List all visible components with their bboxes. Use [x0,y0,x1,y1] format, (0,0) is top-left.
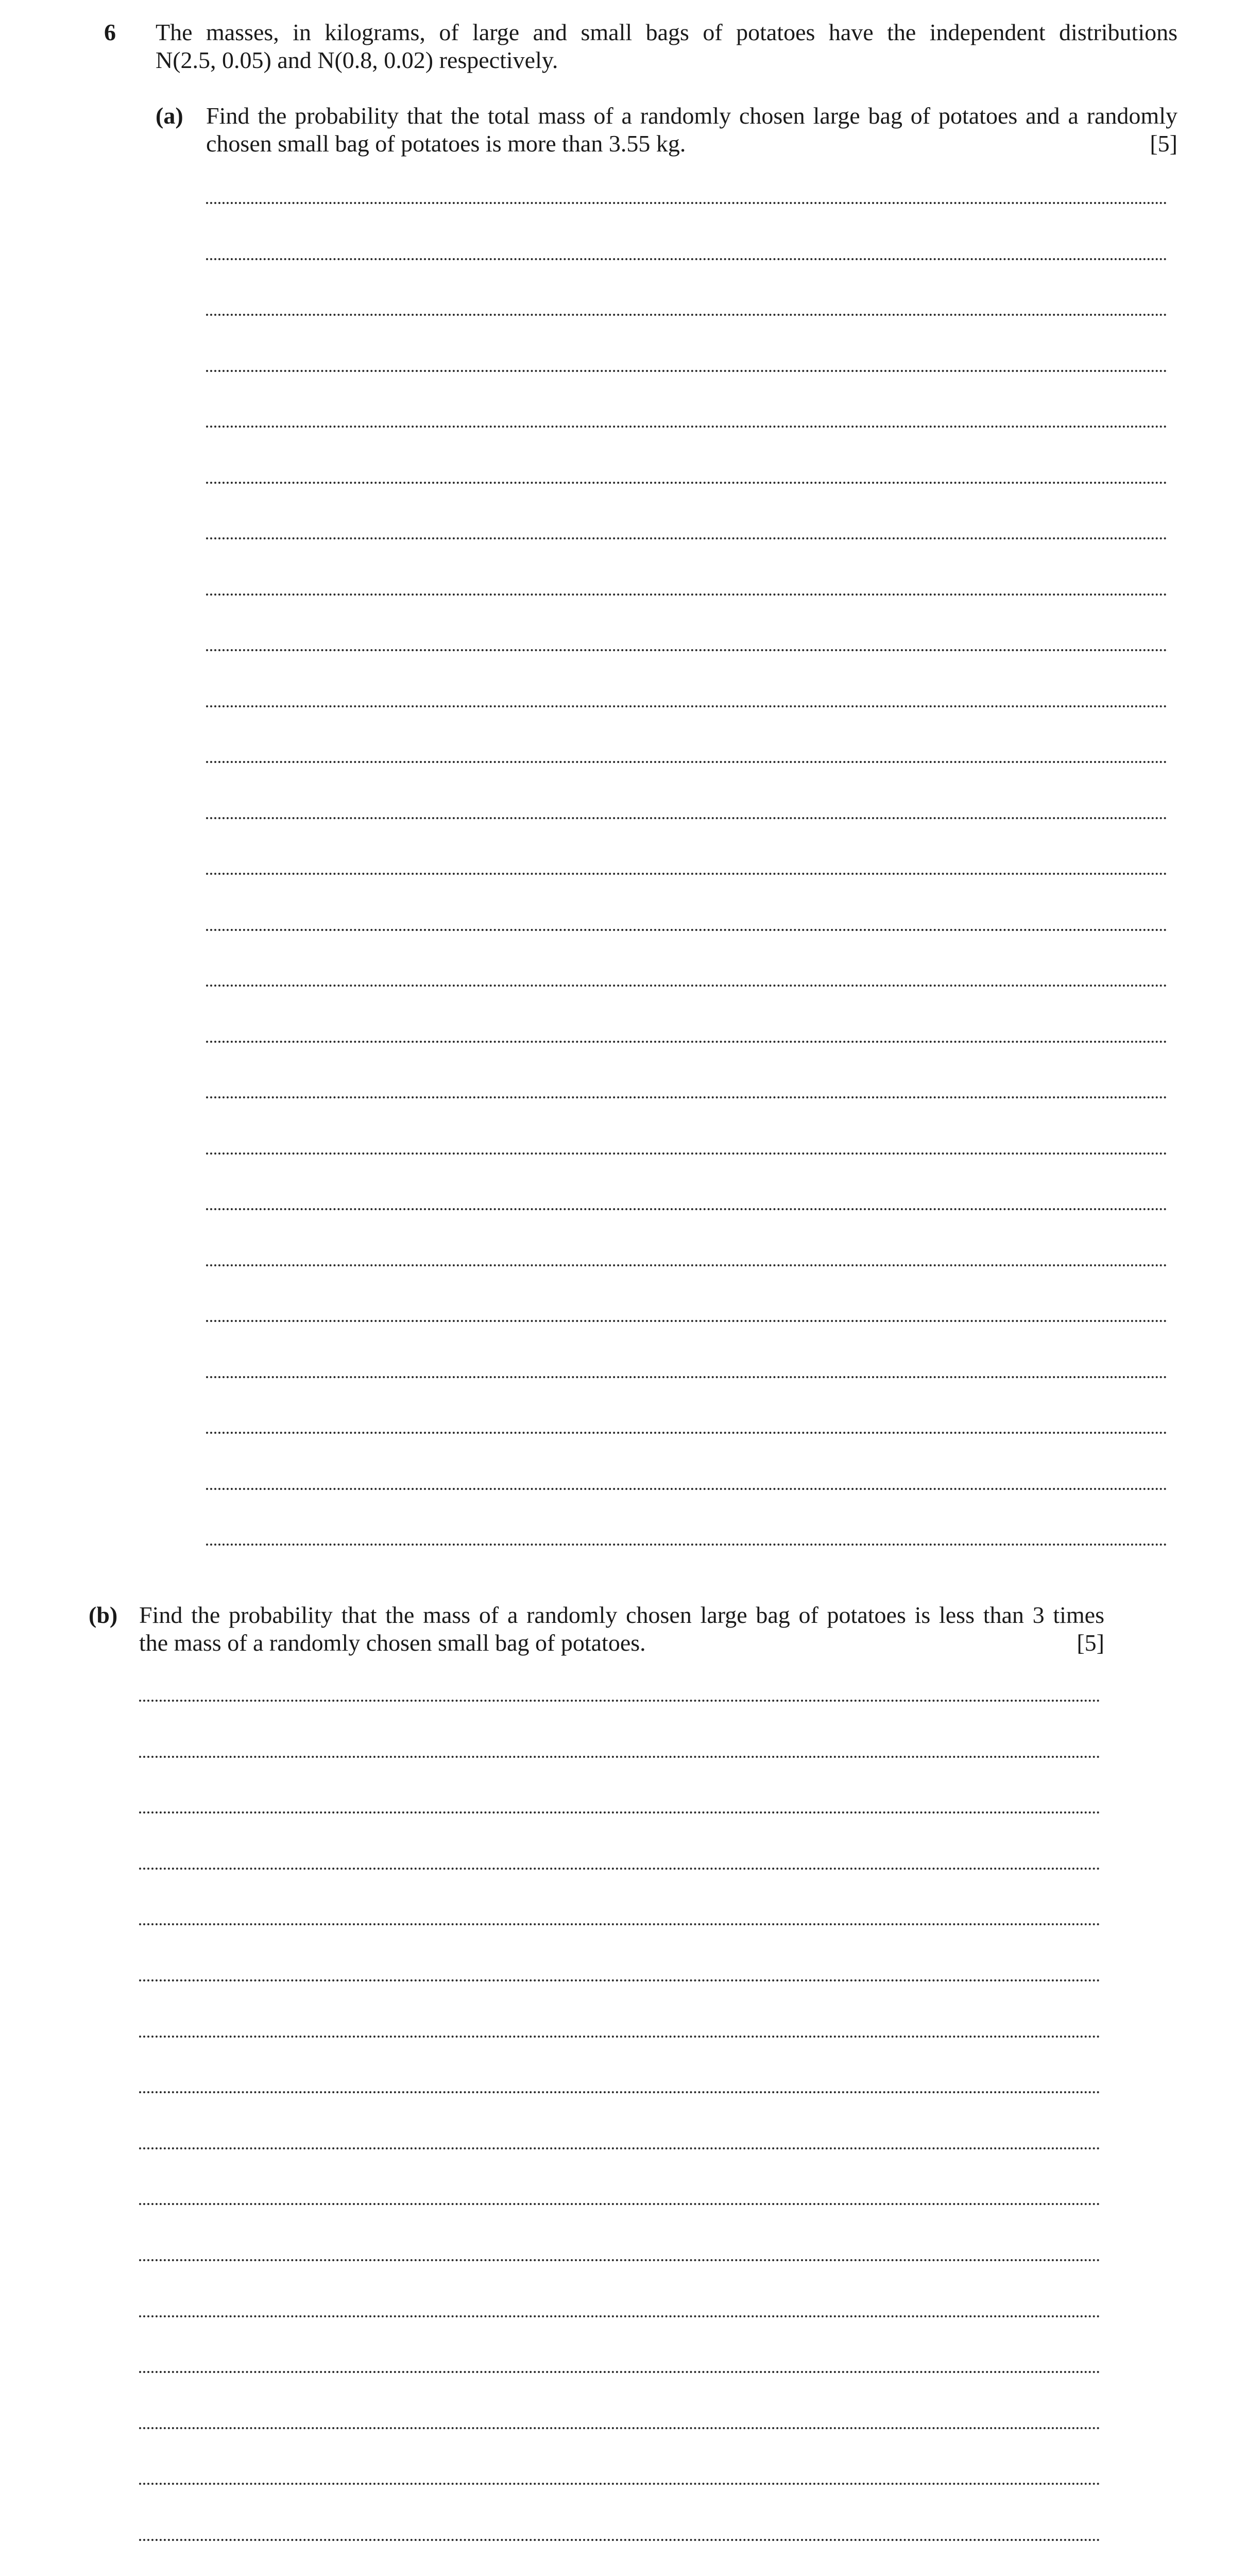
part-a-answer-line[interactable] [206,1432,1167,1434]
part-a-answer-line[interactable] [206,1041,1167,1043]
part-a-answer-line[interactable] [206,1153,1167,1155]
part-b-answer-line[interactable] [139,1756,1100,1758]
question-number: 6 [104,19,116,45]
part-a-marks: [5] [1150,130,1177,157]
part-a-text-line2 [206,130,1177,158]
part-b-text [139,1601,1104,1657]
part-b-label: (b) [89,1602,118,1628]
part-a-answer-line[interactable] [206,1096,1167,1098]
question-stem-line2: N(2.5, 0.05) and N(0.8, 0.02) respectively. [156,47,558,73]
part-a-answer-line[interactable] [206,873,1167,875]
part-a-answer-line[interactable] [206,314,1167,316]
part-a-answer-line[interactable] [206,761,1167,763]
part-a-answer-line[interactable] [206,1376,1167,1378]
part-b-answer-line[interactable] [139,1923,1100,1925]
part-a-answer-line[interactable] [206,929,1167,931]
part-a-answer-line[interactable] [206,649,1167,651]
part-a-label: (a) [156,103,183,129]
part-a-answer-line[interactable] [206,202,1167,204]
part-b-answer-line[interactable] [139,2091,1100,2093]
part-b-marks: [5] [1077,1630,1104,1656]
part-b-answer-line[interactable] [139,2427,1100,2429]
part-a-answer-line[interactable] [206,985,1167,987]
part-a-answer-line[interactable] [206,537,1167,539]
part-a-answer-line[interactable] [206,1544,1167,1546]
part-b-answer-line[interactable] [139,1979,1100,1981]
part-b-answer-line[interactable] [139,2371,1100,2373]
part-a-answer-line[interactable] [206,370,1167,372]
part-a-answer-line[interactable] [206,1264,1167,1266]
part-b-text-line1: Find the probability that the mass of a randomly chosen large bag of potatoes is less than 3 times [139,1602,1104,1628]
part-a-text-line1: Find the probability that the total mass of a randomly chosen large bag of potatoes and a randomly [206,103,1177,129]
part-b-text-line2-content: the mass of a randomly chosen small bag of potatoes. [139,1630,646,1656]
part-a-answer-line[interactable] [206,1320,1167,1322]
part-a-answer-line[interactable] [206,258,1167,260]
part-b-answer-line[interactable] [139,2203,1100,2205]
part-b-answer-line[interactable] [139,2539,1100,2541]
part-a-answer-line[interactable] [206,594,1167,596]
part-a-answer-line[interactable] [206,482,1167,484]
part-b-answer-line[interactable] [139,2147,1100,2149]
part-b-answer-line[interactable] [139,2483,1100,2485]
part-b-answer-line[interactable] [139,1700,1100,1702]
part-b-answer-line[interactable] [139,2315,1100,2317]
question-stem-line1: The masses, in kilograms, of large and small bags of potatoes have the independent distributions [156,19,1177,45]
part-b-text-line2 [139,1629,1104,1657]
part-a-answer-line[interactable] [206,426,1167,428]
part-a-answer-line[interactable] [206,817,1167,819]
part-a-answer-line[interactable] [206,1488,1167,1490]
part-a-text [206,102,1177,158]
part-b-answer-line[interactable] [139,1811,1100,1814]
question-stem [156,19,1177,74]
part-a-answer-line[interactable] [206,1208,1167,1210]
part-b-answer-line[interactable] [139,2036,1100,2038]
part-b-answer-line[interactable] [139,1868,1100,1870]
part-a-text-line2-content: chosen small bag of potatoes is more than 3.55 kg. [206,130,686,157]
part-a-answer-line[interactable] [206,705,1167,707]
part-b-answer-line[interactable] [139,2259,1100,2261]
